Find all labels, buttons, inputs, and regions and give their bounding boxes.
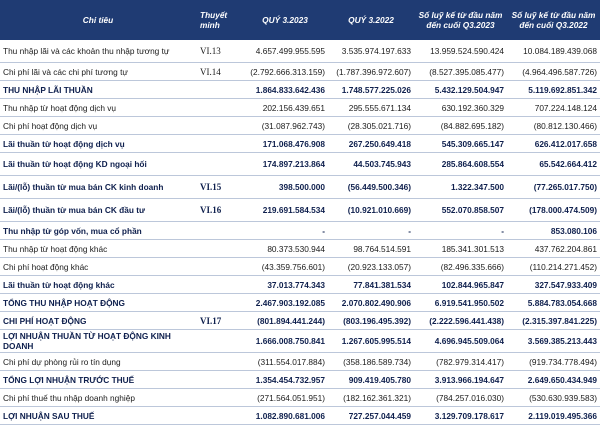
value-ytd-2022: 10.084.189.439.068: [507, 40, 600, 63]
value-ytd-2022: 65.542.664.412: [507, 153, 600, 176]
value-ytd-2022: 5.119.692.851.342: [507, 81, 600, 99]
table-row: [0, 176, 600, 199]
row-note: VI.17: [196, 312, 242, 330]
value-ytd-2022: 2.119.019.495.366: [507, 407, 600, 425]
row-note: [196, 371, 242, 389]
value-q3-2023: 80.373.530.944: [242, 240, 328, 258]
value-ytd-2023: (82.496.335.666): [414, 258, 507, 276]
header-ytd-2022: Số luỹ kế từ đầu năm đến cuối Q3.2022: [507, 0, 600, 40]
row-note: [196, 222, 242, 240]
value-q3-2022: 44.503.745.943: [328, 153, 414, 176]
table-row: [0, 240, 600, 258]
table-row: [0, 63, 600, 81]
row-label: Lãi/(lỗ) thuần từ mua bán CK đầu tư: [0, 199, 196, 222]
table-row: [0, 312, 600, 330]
row-label: Lãi/(lỗ) thuần từ mua bán CK kinh doanh: [0, 176, 196, 199]
value-q3-2023: 1.666.008.750.841: [242, 330, 328, 353]
value-ytd-2023: 630.192.360.329: [414, 99, 507, 117]
table-row: [0, 294, 600, 312]
row-note: [196, 99, 242, 117]
row-label: Lãi thuần từ hoạt động khác: [0, 276, 196, 294]
value-q3-2022: (1.787.396.972.607): [328, 63, 414, 81]
value-ytd-2022: (178.000.474.509): [507, 199, 600, 222]
row-note: [196, 117, 242, 135]
value-ytd-2022: (4.964.496.587.726): [507, 63, 600, 81]
value-q3-2023: (43.359.756.601): [242, 258, 328, 276]
value-q3-2022: (358.186.589.734): [328, 353, 414, 371]
row-label: Thu nhập từ hoạt động dịch vụ: [0, 99, 196, 117]
row-note: [196, 389, 242, 407]
row-label: Thu nhập lãi và các khoản thu nhập tương tự: [0, 40, 196, 63]
header-q3-2023: QUÝ 3.2023: [242, 0, 328, 40]
value-q3-2023: 202.156.439.651: [242, 99, 328, 117]
table-row: [0, 222, 600, 240]
value-ytd-2022: 626.412.017.658: [507, 135, 600, 153]
value-ytd-2022: 853.080.106: [507, 222, 600, 240]
value-q3-2022: 267.250.649.418: [328, 135, 414, 153]
value-ytd-2022: (110.214.271.452): [507, 258, 600, 276]
value-ytd-2023: 1.322.347.500: [414, 176, 507, 199]
value-q3-2022: 3.535.974.197.633: [328, 40, 414, 63]
row-label: LỢI NHUẬN SAU THUẾ: [0, 407, 196, 425]
value-q3-2022: -: [328, 222, 414, 240]
header-q3-2022: QUÝ 3.2022: [328, 0, 414, 40]
value-q3-2023: (2.792.666.313.159): [242, 63, 328, 81]
row-note: [196, 240, 242, 258]
header-ytd-2023: Số luỹ kế từ đầu năm đến cuối Q3.2023: [414, 0, 507, 40]
table-row: [0, 371, 600, 389]
value-ytd-2023: (2.222.596.441.438): [414, 312, 507, 330]
row-note: [196, 276, 242, 294]
row-label: Thu nhập từ góp vốn, mua cổ phần: [0, 222, 196, 240]
row-label: Lãi thuần từ hoạt động KD ngoại hối: [0, 153, 196, 176]
value-q3-2022: (182.162.361.321): [328, 389, 414, 407]
value-ytd-2022: (80.812.130.466): [507, 117, 600, 135]
value-q3-2023: 37.013.774.343: [242, 276, 328, 294]
value-q3-2023: -: [242, 222, 328, 240]
value-q3-2022: (56.449.500.346): [328, 176, 414, 199]
value-q3-2022: (28.305.021.716): [328, 117, 414, 135]
value-q3-2022: 1.267.605.995.514: [328, 330, 414, 353]
table-row: [0, 40, 600, 63]
value-q3-2023: (311.554.017.884): [242, 353, 328, 371]
value-ytd-2023: 185.341.301.513: [414, 240, 507, 258]
row-note: [196, 153, 242, 176]
value-q3-2023: 1.354.454.732.957: [242, 371, 328, 389]
value-q3-2022: (20.923.133.057): [328, 258, 414, 276]
row-note: VI.14: [196, 63, 242, 81]
table-row: [0, 353, 600, 371]
value-ytd-2022: 5.884.783.054.668: [507, 294, 600, 312]
header-row: [0, 0, 600, 40]
value-ytd-2022: (2.315.397.841.225): [507, 312, 600, 330]
value-ytd-2023: 102.844.965.847: [414, 276, 507, 294]
table-row: [0, 153, 600, 176]
table-row: [0, 389, 600, 407]
value-ytd-2023: 4.696.945.509.064: [414, 330, 507, 353]
row-label: THU NHẬP LÃI THUẦN: [0, 81, 196, 99]
value-q3-2023: 174.897.213.864: [242, 153, 328, 176]
row-label: Chi phí thuế thu nhập doanh nghiệp: [0, 389, 196, 407]
value-q3-2022: (803.196.495.392): [328, 312, 414, 330]
value-ytd-2022: 327.547.933.409: [507, 276, 600, 294]
value-q3-2022: 727.257.044.459: [328, 407, 414, 425]
value-ytd-2022: 437.762.204.861: [507, 240, 600, 258]
table-row: [0, 99, 600, 117]
row-note: [196, 353, 242, 371]
table-body: [0, 40, 600, 425]
row-label: Chi phí dự phòng rủi ro tín dụng: [0, 353, 196, 371]
header-note: Thuyết minh: [196, 0, 242, 40]
table-row: [0, 258, 600, 276]
row-note: [196, 294, 242, 312]
value-q3-2023: 1.864.833.642.436: [242, 81, 328, 99]
table-row: [0, 81, 600, 99]
value-ytd-2023: 545.309.665.147: [414, 135, 507, 153]
value-ytd-2023: -: [414, 222, 507, 240]
value-ytd-2023: 285.864.608.554: [414, 153, 507, 176]
table-row: [0, 135, 600, 153]
value-ytd-2023: 13.959.524.590.424: [414, 40, 507, 63]
value-q3-2022: 295.555.671.134: [328, 99, 414, 117]
row-label: Chi phí hoạt động dịch vụ: [0, 117, 196, 135]
row-note: [196, 81, 242, 99]
row-label: LỢI NHUẬN THUẦN TỪ HOẠT ĐỘNG KINH DOANH: [0, 330, 196, 353]
value-ytd-2023: 3.913.966.194.647: [414, 371, 507, 389]
row-label: CHI PHÍ HOẠT ĐỘNG: [0, 312, 196, 330]
row-label: TỔNG THU NHẬP HOẠT ĐỘNG: [0, 294, 196, 312]
value-q3-2022: (10.921.010.669): [328, 199, 414, 222]
value-ytd-2023: 6.919.541.950.502: [414, 294, 507, 312]
row-note: [196, 407, 242, 425]
value-ytd-2023: 552.070.858.507: [414, 199, 507, 222]
table-row: [0, 117, 600, 135]
value-ytd-2022: (919.734.778.494): [507, 353, 600, 371]
value-ytd-2023: 3.129.709.178.617: [414, 407, 507, 425]
value-ytd-2022: 707.224.148.124: [507, 99, 600, 117]
value-q3-2022: 909.419.405.780: [328, 371, 414, 389]
value-q3-2023: (271.564.051.951): [242, 389, 328, 407]
table-header: [0, 0, 600, 40]
table-row: [0, 276, 600, 294]
row-label: TỔNG LỢI NHUẬN TRƯỚC THUẾ: [0, 371, 196, 389]
row-note: [196, 135, 242, 153]
value-ytd-2022: 2.649.650.434.949: [507, 371, 600, 389]
value-q3-2023: 398.500.000: [242, 176, 328, 199]
value-ytd-2023: (782.979.314.417): [414, 353, 507, 371]
row-note: VI.15: [196, 176, 242, 199]
table-row: [0, 330, 600, 353]
row-label: Chi phí hoạt động khác: [0, 258, 196, 276]
value-q3-2022: 2.070.802.490.906: [328, 294, 414, 312]
row-note: [196, 330, 242, 353]
table-row: [0, 407, 600, 425]
value-q3-2022: 77.841.381.534: [328, 276, 414, 294]
row-note: VI.16: [196, 199, 242, 222]
row-note: VI.13: [196, 40, 242, 63]
row-label: Chi phí lãi và các chi phí tương tự: [0, 63, 196, 81]
value-ytd-2022: (77.265.017.750): [507, 176, 600, 199]
value-q3-2022: 1.748.577.225.026: [328, 81, 414, 99]
header-label: Chỉ tiêu: [0, 0, 196, 40]
row-label: Lãi thuần từ hoạt động dịch vụ: [0, 135, 196, 153]
value-q3-2023: 4.657.499.955.595: [242, 40, 328, 63]
value-ytd-2023: 5.432.129.504.947: [414, 81, 507, 99]
value-ytd-2023: (8.527.395.085.477): [414, 63, 507, 81]
value-q3-2023: (31.087.962.743): [242, 117, 328, 135]
value-q3-2023: 1.082.890.681.006: [242, 407, 328, 425]
value-q3-2023: 171.068.476.908: [242, 135, 328, 153]
value-q3-2023: 219.691.584.534: [242, 199, 328, 222]
value-q3-2023: 2.467.903.192.085: [242, 294, 328, 312]
value-q3-2023: (801.894.441.244): [242, 312, 328, 330]
table-row: [0, 199, 600, 222]
value-ytd-2022: 3.569.385.213.443: [507, 330, 600, 353]
row-label: Thu nhập từ hoạt động khác: [0, 240, 196, 258]
value-ytd-2023: (84.882.695.182): [414, 117, 507, 135]
value-ytd-2022: (530.630.939.583): [507, 389, 600, 407]
value-q3-2022: 98.764.514.591: [328, 240, 414, 258]
row-note: [196, 258, 242, 276]
value-ytd-2023: (784.257.016.030): [414, 389, 507, 407]
